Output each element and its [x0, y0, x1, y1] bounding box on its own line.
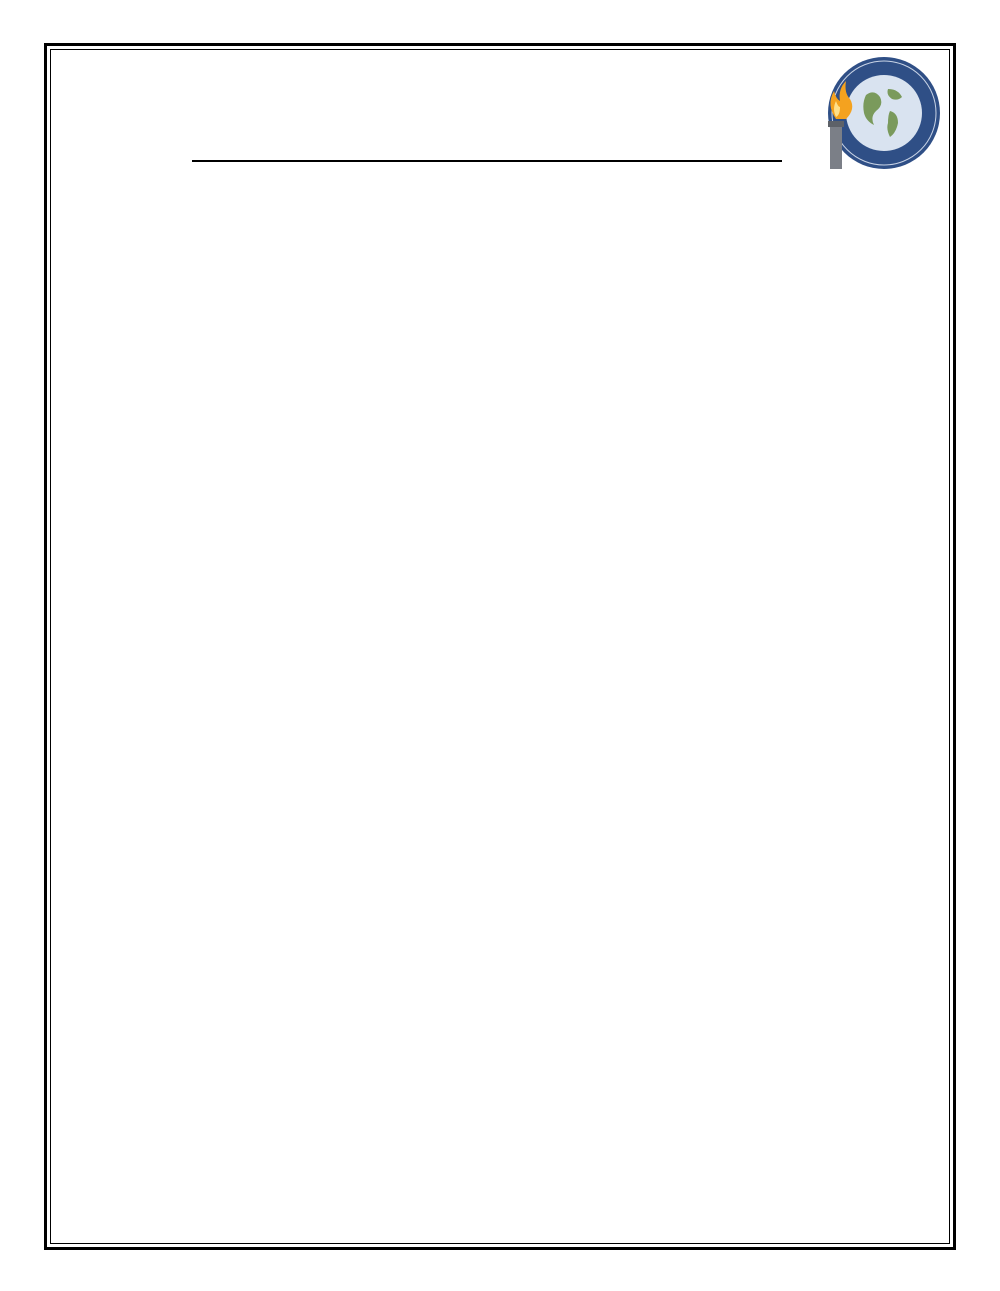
liveworksheets-blocks-icon [697, 1253, 718, 1274]
page-border-inner [50, 49, 950, 1244]
liveworksheets-logo [697, 1253, 721, 1274]
name-input-line[interactable] [192, 160, 782, 162]
university-logo [822, 55, 942, 175]
